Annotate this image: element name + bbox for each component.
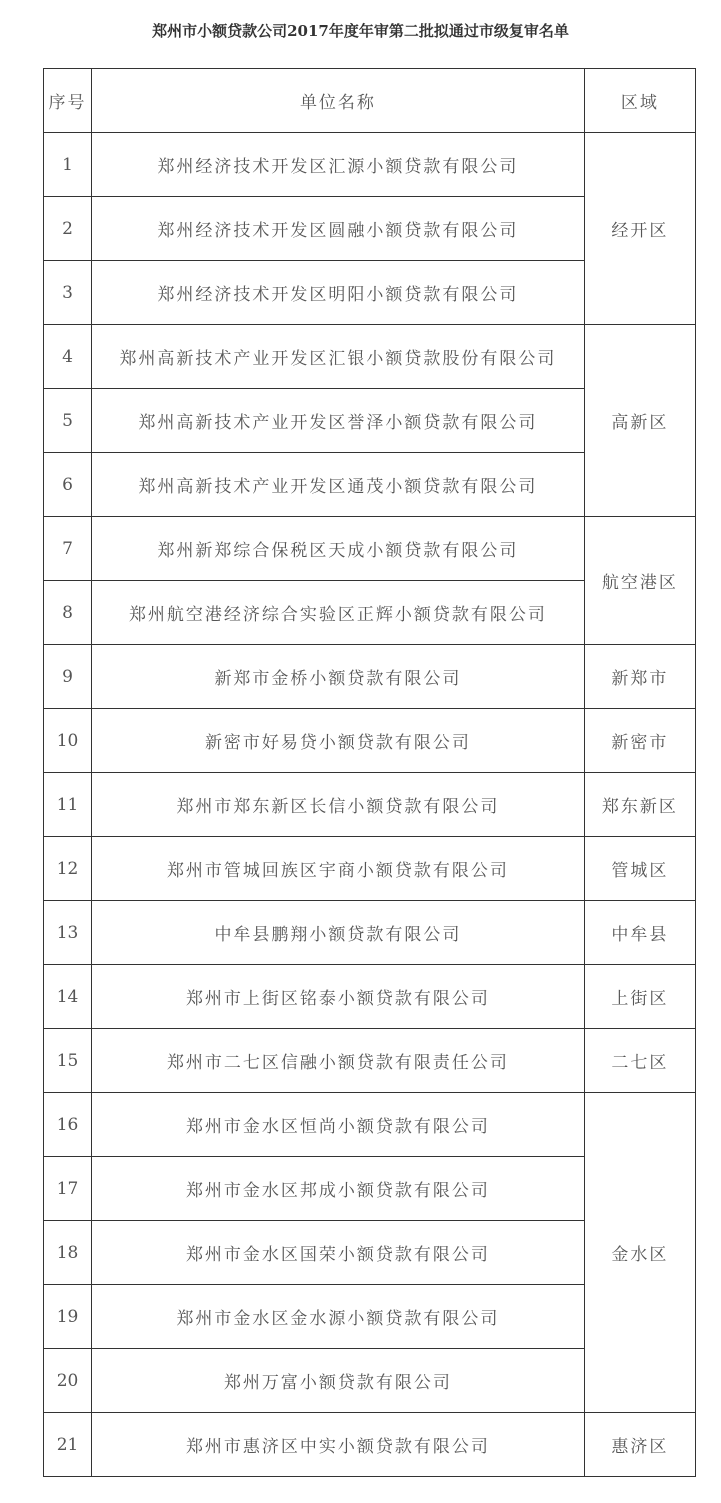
table-row: [44, 133, 696, 197]
header-company-name: 单位名称: [92, 69, 585, 133]
row-serial-number: 21: [44, 1413, 92, 1477]
header-region: 区域: [584, 69, 695, 133]
table-row: [44, 837, 696, 901]
row-company-name: 新密市好易贷小额贷款有限公司: [92, 709, 585, 773]
row-serial-number: 13: [44, 901, 92, 965]
row-serial-number: 11: [44, 773, 92, 837]
row-serial-number: 16: [44, 1093, 92, 1157]
row-company-name: 郑州市惠济区中实小额贷款有限公司: [92, 1413, 585, 1477]
row-company-name: 郑州航空港经济综合实验区正辉小额贷款有限公司: [92, 581, 585, 645]
row-serial-number: 1: [44, 133, 92, 197]
row-serial-number: 20: [44, 1349, 92, 1413]
row-company-name: 郑州市金水区金水源小额贷款有限公司: [92, 1285, 585, 1349]
row-company-name: 郑州市金水区国荣小额贷款有限公司: [92, 1221, 585, 1285]
row-company-name: 郑州高新技术产业开发区通茂小额贷款有限公司: [92, 453, 585, 517]
document-title: 郑州市小额贷款公司2017年度年审第二批拟通过市级复审名单: [152, 22, 569, 40]
row-serial-number: 5: [44, 389, 92, 453]
row-region: 上街区: [584, 965, 695, 1029]
row-region: 郑东新区: [584, 773, 695, 837]
row-region: 金水区: [584, 1093, 695, 1413]
table-row: [44, 1029, 696, 1093]
table-row: [44, 709, 696, 773]
table-row: [44, 1413, 696, 1477]
table-row: [44, 517, 696, 581]
row-serial-number: 7: [44, 517, 92, 581]
row-serial-number: 6: [44, 453, 92, 517]
row-region: 新密市: [584, 709, 695, 773]
row-company-name: 郑州高新技术产业开发区汇银小额贷款股份有限公司: [92, 325, 585, 389]
table-header-row: [44, 69, 696, 133]
row-serial-number: 3: [44, 261, 92, 325]
table-row: [44, 773, 696, 837]
row-serial-number: 17: [44, 1157, 92, 1221]
row-region: 新郑市: [584, 645, 695, 709]
row-company-name: 新郑市金桥小额贷款有限公司: [92, 645, 585, 709]
row-serial-number: 8: [44, 581, 92, 645]
row-company-name: 郑州市金水区恒尚小额贷款有限公司: [92, 1093, 585, 1157]
table-row: [44, 965, 696, 1029]
row-company-name: 中牟县鹏翔小额贷款有限公司: [92, 901, 585, 965]
row-region: 中牟县: [584, 901, 695, 965]
row-region: 二七区: [584, 1029, 695, 1093]
row-serial-number: 12: [44, 837, 92, 901]
row-serial-number: 19: [44, 1285, 92, 1349]
table-row: [44, 901, 696, 965]
row-region: 高新区: [584, 325, 695, 517]
row-company-name: 郑州经济技术开发区汇源小额贷款有限公司: [92, 133, 585, 197]
row-company-name: 郑州市二七区信融小额贷款有限责任公司: [92, 1029, 585, 1093]
row-serial-number: 18: [44, 1221, 92, 1285]
row-serial-number: 4: [44, 325, 92, 389]
table-row: [44, 1093, 696, 1157]
row-company-name: 郑州市郑东新区长信小额贷款有限公司: [92, 773, 585, 837]
row-company-name: 郑州经济技术开发区圆融小额贷款有限公司: [92, 197, 585, 261]
company-list-table: [43, 68, 696, 1477]
row-serial-number: 14: [44, 965, 92, 1029]
row-region: 管城区: [584, 837, 695, 901]
row-serial-number: 10: [44, 709, 92, 773]
row-company-name: 郑州新郑综合保税区天成小额贷款有限公司: [92, 517, 585, 581]
table-row: [44, 645, 696, 709]
table-body: [44, 133, 696, 1477]
row-company-name: 郑州市金水区邦成小额贷款有限公司: [92, 1157, 585, 1221]
header-serial-number: 序号: [44, 69, 92, 133]
row-company-name: 郑州高新技术产业开发区誉泽小额贷款有限公司: [92, 389, 585, 453]
row-company-name: 郑州市上街区铭泰小额贷款有限公司: [92, 965, 585, 1029]
row-company-name: 郑州经济技术开发区明阳小额贷款有限公司: [92, 261, 585, 325]
row-serial-number: 2: [44, 197, 92, 261]
row-region: 航空港区: [584, 517, 695, 645]
row-region: 惠济区: [584, 1413, 695, 1477]
row-region: 经开区: [584, 133, 695, 325]
row-serial-number: 9: [44, 645, 92, 709]
row-serial-number: 15: [44, 1029, 92, 1093]
row-company-name: 郑州市管城回族区宇商小额贷款有限公司: [92, 837, 585, 901]
table-row: [44, 325, 696, 389]
row-company-name: 郑州万富小额贷款有限公司: [92, 1349, 585, 1413]
